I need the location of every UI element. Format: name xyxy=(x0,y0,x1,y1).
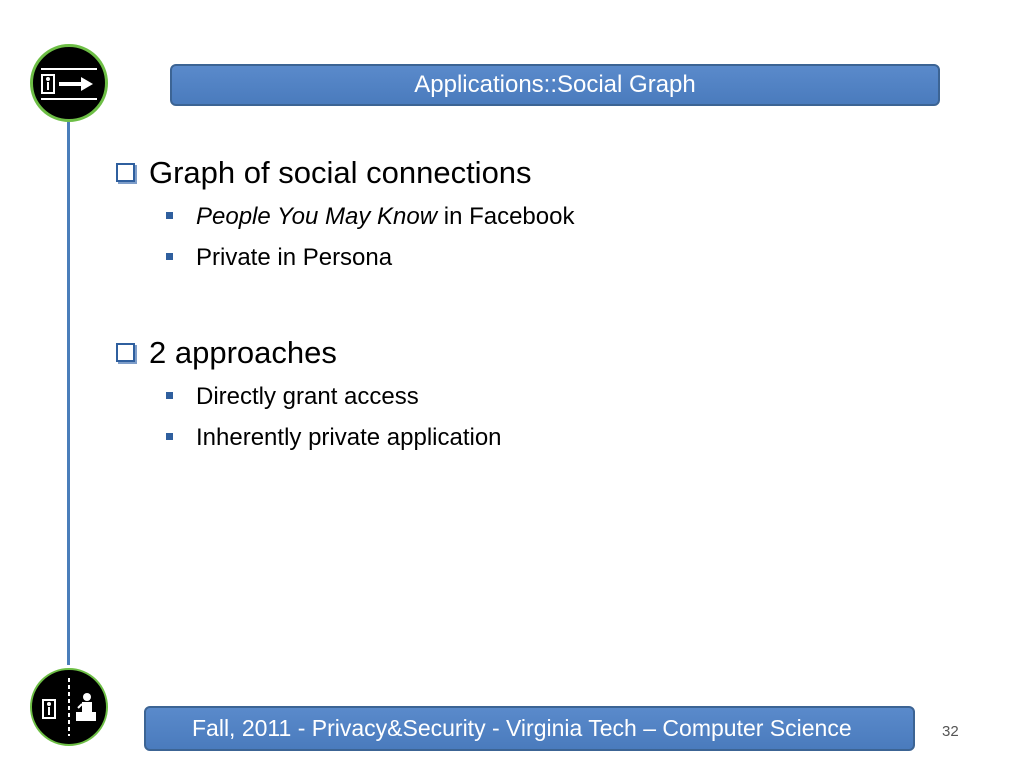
square-bullet-icon xyxy=(166,253,173,260)
bullet-text: Private in Persona xyxy=(196,244,393,271)
page-number: 32 xyxy=(942,723,959,740)
bullet-level2 xyxy=(166,202,574,232)
bullet-text: Directly grant access xyxy=(196,383,419,410)
bullet-italic-text: People You May Know xyxy=(196,203,438,230)
bullet-level2 xyxy=(166,382,419,412)
footer-banner: Fall, 2011 - Privacy&Security - Virginia Tech – Computer Science xyxy=(144,706,915,751)
bullet-level1 xyxy=(116,155,532,191)
bullet-text: Inherently private application xyxy=(196,424,502,451)
vertical-divider-line xyxy=(67,120,70,665)
bullet-text: Graph of social connections xyxy=(149,155,532,190)
square-bullet-icon xyxy=(166,392,173,399)
bullet-level1 xyxy=(116,335,337,371)
bullet-text: in Facebook xyxy=(437,203,575,230)
bullet-text: 2 approaches xyxy=(149,335,337,370)
slide-title: Applications::Social Graph xyxy=(170,64,940,106)
square-bullet-icon xyxy=(166,212,173,219)
checkbox-bullet-icon xyxy=(116,163,135,182)
exit-arrow-icon xyxy=(30,44,108,122)
person-guard-icon xyxy=(30,668,108,746)
bullet-level2 xyxy=(166,243,392,273)
square-bullet-icon xyxy=(166,433,173,440)
bullet-level2 xyxy=(166,423,502,453)
checkbox-bullet-icon xyxy=(116,343,135,362)
